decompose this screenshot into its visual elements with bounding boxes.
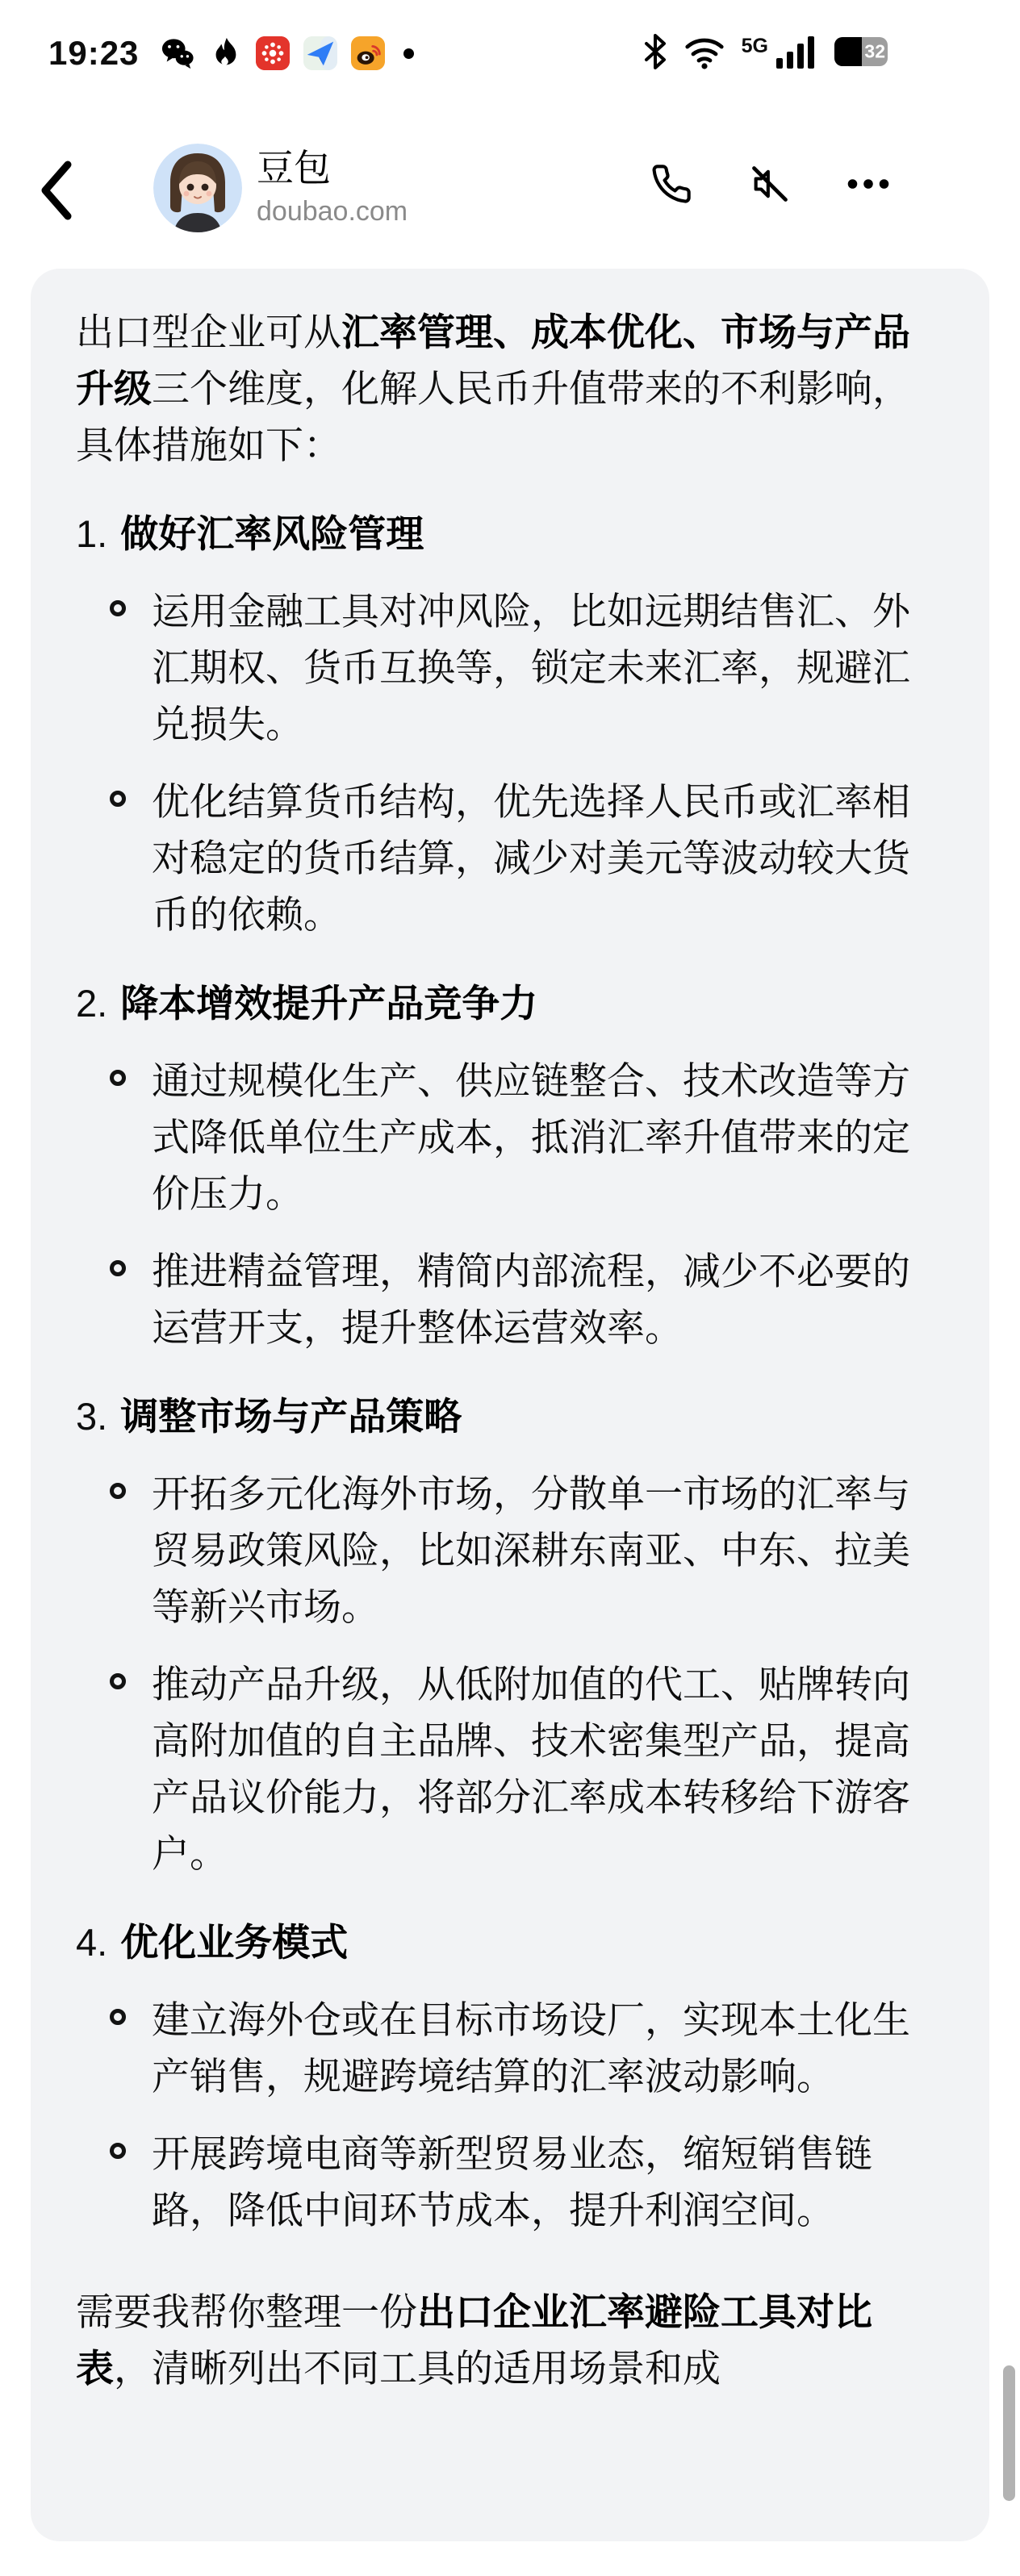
speaker-muted-icon[interactable] [747, 161, 792, 207]
intro-bold-text: 汇率管理、成本优化、市场与产品升级 [76, 311, 910, 410]
bullet-item [76, 1992, 944, 2105]
chat-area [0, 269, 1020, 2541]
section-heading [76, 506, 944, 562]
peer-name: 豆包 [257, 147, 331, 189]
section-number: 2. [76, 982, 108, 1025]
assistant-message-bubble [31, 269, 989, 2541]
battery-fill [834, 37, 862, 66]
bullet-item [76, 2126, 944, 2239]
red-app-icon [256, 36, 290, 70]
bullet-text: 通过规模化生产、供应链整合、技术改造等方式降低单位生产成本，抵消汇率升值带来的定价压力。 [152, 1059, 910, 1215]
section-heading [76, 1388, 944, 1445]
footer-text: ，清晰列出不同工具的适用场景和成 [114, 2347, 721, 2390]
section-title: 优化业务模式 [120, 1921, 349, 1964]
battery-icon [834, 37, 888, 66]
status-bar [0, 0, 1020, 90]
list-section [76, 506, 944, 943]
bullet-item [76, 774, 944, 943]
bullet-item [76, 1656, 944, 1882]
section-title: 降本增效提升产品竞争力 [120, 982, 538, 1025]
bullet-circle-icon [110, 600, 126, 616]
bullet-text: 推进精益管理，精简内部流程，减少不必要的运营开支，提升整体运营效率。 [152, 1250, 910, 1349]
wifi-icon [683, 34, 725, 69]
flame-icon [208, 36, 242, 70]
peer-subtitle: doubao.com [257, 196, 408, 227]
bullet-circle-icon [110, 791, 126, 807]
section-number: 4. [76, 1921, 108, 1964]
bullet-circle-icon [110, 2143, 126, 2159]
bullet-text: 开展跨境电商等新型贸易业态，缩短销售链路，降低中间环节成本，提升利润空间。 [152, 2132, 872, 2232]
bullet-circle-icon [110, 1673, 126, 1689]
phone-icon[interactable] [649, 161, 694, 207]
battery-percent: 32 [864, 40, 885, 62]
status-bar-right [643, 34, 888, 69]
section-title: 做好汇率风险管理 [120, 512, 424, 555]
bullet-text: 开拓多元化海外市场，分散单一市场的汇率与贸易政策风险，比如深耕东南亚、中东、拉美等新兴市场。 [152, 1472, 910, 1628]
section-heading [76, 975, 944, 1032]
header-actions [649, 161, 891, 207]
bullet-text: 运用金融工具对冲风险，比如远期结售汇、外汇期权、货币互换等，锁定未来汇率，规避汇兑损失。 [152, 590, 910, 745]
scrollbar-thumb[interactable] [1003, 2365, 1015, 2501]
bullet-text: 推动产品升级，从低附加值的代工、贴牌转向高附加值的自主品牌、技术密集型产品，提高产品议价能力，将部分汇率成本转移给下游客户。 [152, 1663, 910, 1875]
status-time: 19:23 [48, 34, 140, 72]
intro-text: 三个维度，化解人民币升值带来的不利影响，具体措施如下： [76, 367, 910, 466]
notification-dot [403, 48, 414, 59]
section-heading [76, 1914, 944, 1971]
footer-bold-text: 出口企业汇率避险工具对比表 [76, 2290, 872, 2390]
bullet-text: 建立海外仓或在目标市场设厂，实现本土化生产销售，规避跨境结算的汇率波动影响。 [152, 1998, 910, 2098]
network-type-label: 5G [741, 34, 768, 57]
back-button[interactable] [39, 160, 74, 221]
section-number: 1. [76, 512, 108, 555]
chat-header [0, 90, 1020, 244]
paper-plane-icon [303, 36, 337, 70]
list-section [76, 975, 944, 1356]
bullet-item [76, 583, 944, 753]
section-number: 3. [76, 1395, 108, 1438]
footer-paragraph [76, 2284, 944, 2397]
avatar[interactable] [153, 144, 242, 232]
peer-info [257, 147, 408, 228]
bullet-circle-icon [110, 2009, 126, 2025]
section-title: 调整市场与产品策略 [120, 1395, 462, 1438]
bullet-circle-icon [110, 1260, 126, 1276]
signal-bars-icon [776, 35, 818, 69]
bullet-item [76, 1243, 944, 1356]
bullet-circle-icon [110, 1483, 126, 1499]
list-section [76, 1914, 944, 2239]
list-section [76, 1388, 944, 1882]
bullet-circle-icon [110, 1070, 126, 1086]
footer-text: 需要我帮你整理一份 [76, 2290, 417, 2333]
more-icon[interactable] [846, 161, 891, 207]
bullet-text: 优化结算货币结构，优先选择人民币或汇率相对稳定的货币结算，减少对美元等波动较大货币的依赖。 [152, 780, 910, 936]
bullet-item [76, 1053, 944, 1222]
wechat-icon [161, 36, 194, 70]
bullet-item [76, 1466, 944, 1635]
status-bar-left [48, 34, 414, 73]
intro-text: 出口型企业可从 [76, 311, 341, 353]
weibo-icon [351, 36, 385, 70]
bluetooth-icon [643, 34, 667, 69]
intro-paragraph [76, 304, 944, 474]
